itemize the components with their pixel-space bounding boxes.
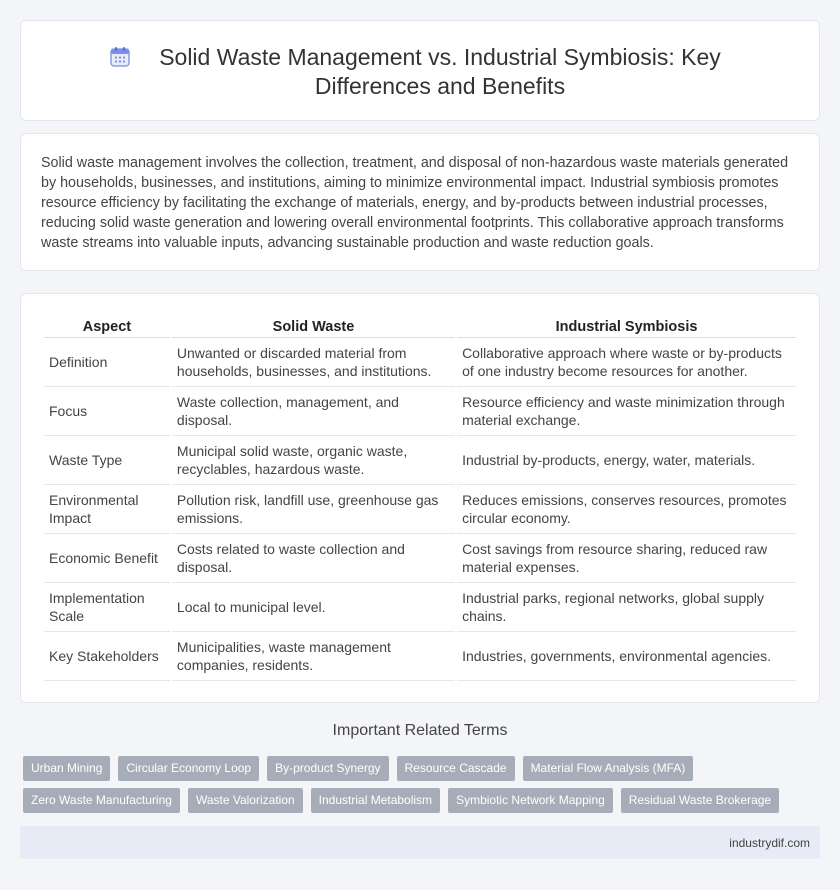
row-solid-waste: Pollution risk, landfill use, greenhouse gas emissions. — [172, 485, 455, 534]
title-card — [20, 20, 820, 121]
row-aspect: Key Stakeholders — [44, 632, 170, 681]
page-title: Solid Waste Management vs. Industrial Symbiosis: Key Differences and Benefits — [159, 44, 721, 99]
row-solid-waste: Costs related to waste collection and disposal. — [172, 534, 455, 583]
row-industrial-symbiosis: Industrial parks, regional networks, global supply chains. — [457, 583, 796, 632]
tag-row — [23, 788, 783, 813]
row-aspect: Definition — [44, 338, 170, 387]
table-row — [44, 632, 796, 681]
row-solid-waste: Unwanted or discarded material from households, businesses, and institutions. — [172, 338, 455, 387]
tag-resource-cascade[interactable]: Resource Cascade — [397, 756, 515, 781]
header-industrial-symbiosis: Industrial Symbiosis — [457, 316, 796, 338]
row-aspect: Focus — [44, 387, 170, 436]
tag-symbiotic-network-mapping[interactable]: Symbiotic Network Mapping — [448, 788, 613, 813]
tag-by-product-synergy[interactable]: By-product Synergy — [267, 756, 388, 781]
footer-site-link[interactable]: industrydif.com — [729, 836, 810, 850]
intro-card — [20, 133, 820, 271]
row-solid-waste: Waste collection, management, and disposal. — [172, 387, 455, 436]
tag-zero-waste-manufacturing[interactable]: Zero Waste Manufacturing — [23, 788, 180, 813]
row-solid-waste: Local to municipal level. — [172, 583, 455, 632]
related-terms-title: Important Related Terms — [332, 722, 508, 739]
table-row — [44, 583, 796, 632]
comparison-table — [42, 316, 798, 681]
row-solid-waste: Municipal solid waste, organic waste, recyclables, hazardous waste. — [172, 436, 455, 485]
row-aspect: Implementation Scale — [44, 583, 170, 632]
row-industrial-symbiosis: Cost savings from resource sharing, reduced raw material expenses. — [457, 534, 796, 583]
row-industrial-symbiosis: Resource efficiency and waste minimization through material exchange. — [457, 387, 796, 436]
header-aspect: Aspect — [44, 316, 170, 338]
tag-circular-economy-loop[interactable]: Circular Economy Loop — [118, 756, 259, 781]
table-row — [44, 534, 796, 583]
tag-waste-valorization[interactable]: Waste Valorization — [188, 788, 303, 813]
intro-paragraph: Solid waste management involves the collection, treatment, and disposal of non-hazardous waste materials generated by households, businesses, and institutions, aiming to minimize environmental impact. Industrial symbiosis promotes resource efficiency by facilitating the exchange of materials, energy, and by-products between industrial processes, reducing solid waste generation and lowering overall environmental footprints. This collaborative approach transforms waste streams into valuable inputs, advancing sustainable production and waste reduction goals. — [41, 155, 789, 251]
related-terms — [23, 756, 783, 820]
table-header-row — [44, 316, 796, 338]
row-aspect: Environmental Impact — [44, 485, 170, 534]
table-row — [44, 338, 796, 387]
tag-row — [23, 756, 783, 781]
row-industrial-symbiosis: Industrial by-products, energy, water, materials. — [457, 436, 796, 485]
row-industrial-symbiosis: Industries, governments, environmental agencies. — [457, 632, 796, 681]
comparison-card — [20, 293, 820, 703]
table-row — [44, 485, 796, 534]
row-solid-waste: Municipalities, waste management companies, residents. — [172, 632, 455, 681]
tag-residual-waste-brokerage[interactable]: Residual Waste Brokerage — [621, 788, 779, 813]
footer — [20, 826, 820, 859]
row-aspect: Economic Benefit — [44, 534, 170, 583]
tag-material-flow-analysis[interactable]: Material Flow Analysis (MFA) — [523, 756, 694, 781]
table-row — [44, 436, 796, 485]
table-row — [44, 387, 796, 436]
row-industrial-symbiosis: Collaborative approach where waste or by-products of one industry become resources for another. — [457, 338, 796, 387]
tag-urban-mining[interactable]: Urban Mining — [23, 756, 110, 781]
row-aspect: Waste Type — [44, 436, 170, 485]
row-industrial-symbiosis: Reduces emissions, conserves resources, promotes circular economy. — [457, 485, 796, 534]
header-solid-waste: Solid Waste — [172, 316, 455, 338]
tag-industrial-metabolism[interactable]: Industrial Metabolism — [311, 788, 440, 813]
